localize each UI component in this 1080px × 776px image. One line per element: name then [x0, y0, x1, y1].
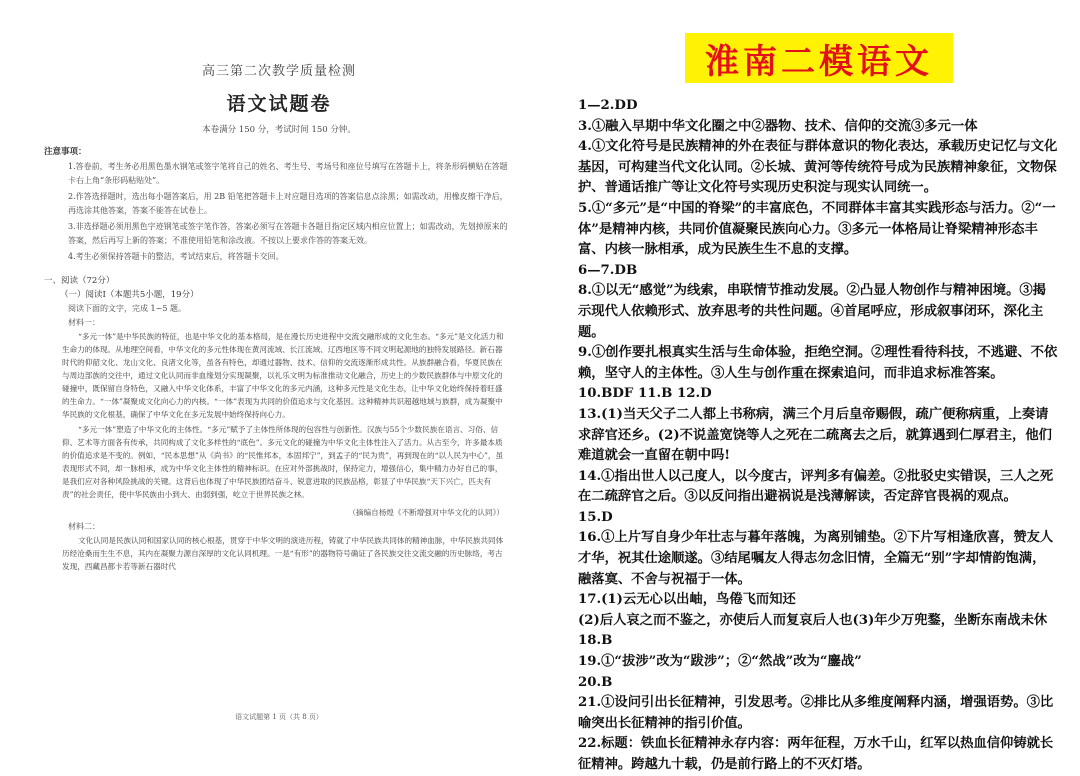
- exam-subtitle: 本卷满分 150 分，考试时间 150 分钟。: [202, 125, 356, 135]
- page-footer: 语文试题第 1 页（共 8 页）: [235, 713, 323, 721]
- material-paragraph: “多元一体”是中华民族的特征，也是中华文化的基本格局，是在漫长历史进程中交流交融形成的文化生态。“多元”是文化活力和生命力的体现。从地理空间看，中华文化的多元性体现在黄河流域、长江流域、辽西地区等不同文明起源地的独特发展路径。新石器时代的仰韶文化、龙山文化、良渚文化等，虽各有特色，却通过器物、技术、信仰的交流逐渐形成共性。从族群融合看，华夏民族在与周边部族的交往中，通过文化认同而非血缘划分实现凝聚，以礼乐文明为标准推动文化融合，历史上的少数民族群体与中原文化的碰撞中，既保留自身特色，又融入中华文化体系，丰富了中华文化的多元内涵，这种多元性是文化生态，让中华文化始终保持着旺盛的生命力。“一体”凝聚成文化向心力的内核。“一体”表现为共同的价值追求与文化基因。这种精神共识超越地域与族群，成为凝聚中华民族的文化根基，确保了中华文化在多元发展中始终保持向心力。: [62, 331, 504, 419]
- answer-line: 21.①设问引出长征精神，引发思考。②排比从多维度阐释内涵，增强语势。③比喻突出长征精神的指引价值。: [578, 695, 1054, 731]
- answer-line: 15.D: [578, 509, 613, 525]
- answer-line: 9.①创作要扎根真实生活与生命体验，拒绝空洞。②理性看待科技，不逃避、不依赖，坚守人的主体性。③人生与创作重在探索追问，而非追求标准答案。: [578, 345, 1058, 381]
- material-paragraph: “多元一体”塑造了中华文化的主体性。“多元”赋予了主体性所体现的包容性与创新性。汉族与55个少数民族在语言、习俗、信仰、艺术等方面各有传承，共同构成了文化多样性的“底色”。多元文化的碰撞为中华文化主体性注入了活力。从古至今，许多最本质的价值追求是不变的。例如，“民本思想”从《尚书》的“民惟邦本，本固邦宁”，到孟子的“民为贵”，再到现在的“以人民为中心”，虽表现形式不同，却一脉相承，成为中华文化主体性的精神标识。在应对外部挑战时，保持定力，增强信心，集中精力办好自己的事，是我们应对各种风险挑战的关键。这背后也体现了中华民族团结奋斗、锐意进取的民族品格，彰显了中华民族“天下兴亡，匹夫有责”的社会责任，使中华民族由小到大、由弱到强，屹立于世界民族之林。: [62, 424, 504, 499]
- answer-line: 10.BDF 11.B 12.D: [578, 386, 712, 402]
- answer-line: (2)后人哀之而不鉴之，亦使后人而复哀后人也(3)年少万兜鍪，坐断东南战未休: [578, 612, 1048, 628]
- answer-line: 3.①融入早期中华文化圈之中②器物、技术、信仰的交流③多元一体: [578, 118, 978, 134]
- answer-line: 1—2.DD: [578, 98, 638, 113]
- answer-line: 13.(1)当天父子二人都上书称病，满三个月后皇帝赐假，疏广便称病重，上奏请求辞官还乡。(2)不说盖宽饶等人之死在二疏离去之后，就算遇到仁厚君主，他们难道就会一直留在朝中吗!: [578, 406, 1052, 464]
- citation: （摘编自杨煌《不断增强对中华文化的认同》）: [348, 507, 504, 517]
- answer-line: 19.①“拔涉”改为“跋涉”；②“然战”改为“鏖战”: [578, 654, 862, 670]
- badge-text: 淮南二模语文: [705, 41, 933, 82]
- material-label: 材料一：: [68, 317, 100, 327]
- notice-item: 3.非选择题必须用黑色字迹钢笔或签字笔作答，答案必须写在答题卡各题目指定区域内相应位置上；如需改动，先划掉原来的答案，然后再写上新的答案；不准使用铅笔和涂改液。不按以上要求作答的答案无效。: [68, 222, 508, 245]
- exam-paper-page: [44, 52, 514, 732]
- answer-line: 14.①指出世人以己度人，以今度古，评判多有偏差。②批驳史实错误，三人之死在二疏辞官之后。③以反问指出避祸说是浅薄解读，否定辞官畏祸的观点。: [578, 468, 1054, 505]
- instruction-text: 阅读下面的文字，完成 1~5 题。: [68, 303, 186, 313]
- material-paragraph: 文化认同是民族认同和国家认同的核心根基，贯穿于中华文明的演进历程，铸就了中华民族共同体的精神血脉，中华民族共同体历经沧桑而生生不息，其内在凝聚力源自深厚的文化认同机理。一是“有形”的器物符号确证了各民族交往交流交融的历史脉络，考古发现，西藏昌都卡若等新石器时代: [62, 535, 504, 571]
- subsection-heading: （一）阅读Ⅰ（本题共5小题，19分）: [60, 289, 199, 300]
- answer-line: 22.标题：铁血长征精神永存内容：两年征程，万水千山，红军以热血信仰铸就长征精神。跨越九十载，仍是前行路上的不灭灯塔。: [578, 736, 1054, 772]
- exam-title: 语文试题卷: [226, 93, 332, 115]
- notice-item: 2.作答选择题时，选出每小题答案后，用 2B 铅笔把答题卡上对应题目选项的答案信息点涂黑；如需改动，用橡皮擦干净后，再选涂其他答案，答案不能答在试卷上。: [68, 192, 508, 215]
- answer-line: 17.(1)云无心以出岫，鸟倦飞而知还: [578, 592, 796, 608]
- exam-header: 高三第二次教学质量检测: [201, 64, 356, 79]
- answer-line: 5.①“多元”是“中国的脊梁”的丰富底色，不同群体丰富其实践形态与活力。②“一体”是精神内核，共同价值凝聚民族向心力。③多元一体格局让脊梁精神形态丰富、内核一脉相承，成为民族生生不息的支撑。: [578, 200, 1056, 258]
- answer-line: 16.①上片写自身少年壮志与暮年落魄，为离别铺垫。②下片写相逢欣喜，赞友人才华，祝其仕途顺遂。③结尾嘱友人得志勿念旧情，全篇无“别”字却情韵饱满，融落寞、不舍与祝福于一体。: [578, 530, 1054, 587]
- section-heading: 一、阅读（72分）: [44, 275, 115, 286]
- notice-list: [44, 160, 514, 264]
- answer-line: 20.B: [578, 674, 613, 690]
- answer-line: 18.B: [578, 633, 613, 649]
- notice-item: 1.答卷前，考生务必用黑色墨水钢笔或签字笔将自己的姓名、考生号、考场号和座位号填写在答题卡上，将条形码横贴在答题卡右上角“条形码粘贴处”。: [68, 162, 508, 185]
- notice-item: 4.考生必须保持答题卡的整洁，考试结束后，将答题卡交回。: [68, 252, 284, 261]
- answer-line: 8.①以无“感觉”为线索，串联情节推动发展。②凸显人物创作与精神困境。③揭示现代人依赖形式、放弃思考的共性问题。④首尾呼应，形成叙事闭环，深化主题。: [578, 283, 1046, 340]
- material-label: 材料二：: [68, 521, 100, 531]
- answer-key: [578, 96, 1058, 772]
- answer-line: 4.①文化符号是民族精神的外在表征与群体意识的物化表达，承载历史记忆与文化基因，可构建当代文化认同。②长城、黄河等传统符号成为民族精神象征，文物保护、普通话推广等让文化符号实现历史积淀与现实认同统一。: [578, 139, 1058, 196]
- title-badge: [685, 33, 953, 83]
- answer-line: 6—7.DB: [578, 262, 638, 278]
- notice-title: 注意事项：: [44, 147, 87, 157]
